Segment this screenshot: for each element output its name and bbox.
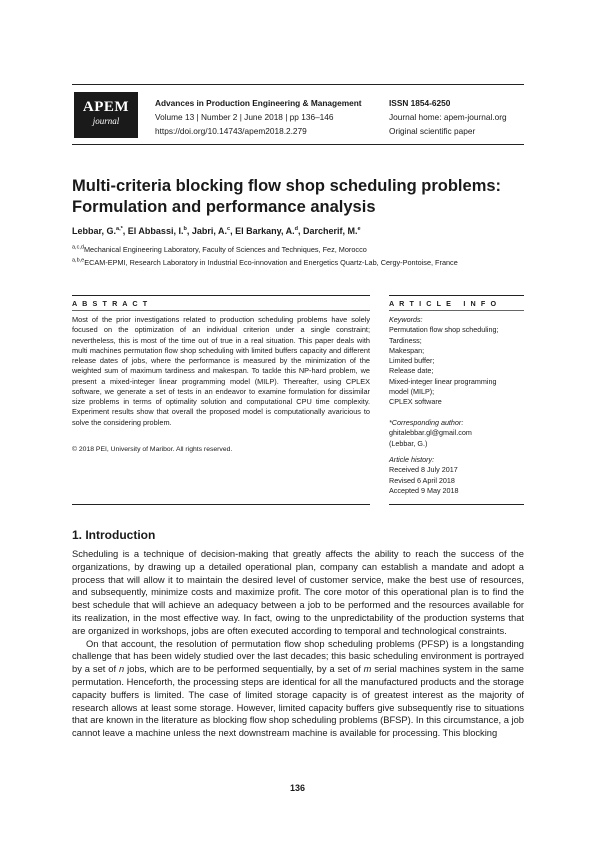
journal-meta-left xyxy=(155,96,362,138)
author: Lebbar, G.$^{a,*}$ xyxy=(72,226,123,236)
history-item: Accepted 9 May 2018 xyxy=(389,485,459,495)
article-type: Original scientific paper xyxy=(389,126,476,136)
section-heading: 1. Introduction xyxy=(72,528,156,542)
author: El Barkany, A.$^d$ xyxy=(235,226,299,236)
corresponding-email[interactable]: ghitalebbar.gl@gmail.com xyxy=(389,428,472,438)
keyword: CPLEX software xyxy=(389,397,442,406)
keyword: model (MILP); xyxy=(389,386,435,396)
author-list: Lebbar, G.$^{a,*}$, El Abbassi, I.$^b$, Jabri, A.$^c$, El Barkany, A.$^d$, Darcherif, M.$^e$ xyxy=(72,226,361,236)
keyword: Limited buffer; xyxy=(389,356,435,365)
corresponding-author xyxy=(389,418,472,449)
paragraph: On that account, the resolution of permutation flow shop scheduling problems (PFSP) is a longstanding challenge that has been widely studied over the last decades; this basic scheduling environment is portrayed by a set of n jobs, which are to be performed sequentially, by a set of m serial machines system in the same permutation. Henceforth, the processing steps are identical for all the manufactured products and the storage capacity buffers is limited. The case of limited storage capacity is of greatest interest as the majority of research allows at least some storage. However, limited capacity buffers give subsequently rise to situations that are known in the literature as blocking flow shop scheduling problems (BFSP). In this circumstance, a job cannot leave a machine unless the next downstream machine is available for processing. This blocking xyxy=(72,638,524,739)
body-text xyxy=(72,548,524,740)
keyword: Makespan; xyxy=(389,345,425,355)
title-line-2: Formulation and performance analysis xyxy=(72,198,376,216)
abstract-heading: A B S T R A C T xyxy=(72,299,149,308)
paper-title xyxy=(72,176,532,218)
keywords-label: Keywords: xyxy=(389,315,423,324)
copyright: © 2018 PEI, University of Maribor. All rights reserved. xyxy=(72,446,233,453)
history-label: Article history: xyxy=(389,455,435,464)
keyword: Permutation flow shop scheduling; xyxy=(389,325,499,335)
keywords-block xyxy=(389,315,498,407)
affiliation: $^{a,b,e}$ECAM-EPMI, Research Laboratory in Industrial Eco-innovation and Energetics Quartz-Lab, Cergy-Pontoise, France xyxy=(72,257,458,267)
journal-logo xyxy=(74,92,138,138)
journal-home-link[interactable]: Journal home: apem-journal.org xyxy=(389,112,507,122)
issn: ISSN 1854-6250 xyxy=(389,98,451,108)
affiliation: $^{a,c,d}$Mechanical Engineering Laboratory, Faculty of Sciences and Techniques, Fez, Morocco xyxy=(72,244,367,254)
abstract-text: Most of the prior investigations related to production scheduling problems have solely focused on the optimization of an individual criterion under a single constraint; nevertheless, this is most of the time out of true in a real situation. This paper deals with multi machines permutation flow shop scheduling with limited buffers capacity and different release dates of jobs, where the performance is measured by the minimization of the weighted sum of maximum tardiness and makespan. To tackle this NP-hard problem, we present a mixed-integer linear programming model (MILP). Thereafter, using CPLEX software, we generate a set of tests in an endeavor to examine formulation for dissimilar size problems in terms of optimality solution and computational CPU time complexity. Experiment results show that overall the proposed model is computationally avaricious to solve the considering problem. xyxy=(72,315,370,427)
article-history xyxy=(389,455,459,496)
author: Darcherif, M.$^e$ xyxy=(303,226,361,236)
journal-title: Advances in Production Engineering & Management xyxy=(155,98,362,108)
paragraph: Scheduling is a technique of decision-making that greatly affects the ability to reach the success of the organizations, by drawing up a detailed operational plan, company can establish a mandate and adopt a process that will allow it to maintain the desired level of customer service, make the best use of resources, and subsequently, minimize costs and maximize profit. The core motor of this operational plan is to find the best schedule that will achieve an adequacy between a job to be performed and the resources available for its realization, in the most effective way. In fact, owing to the unpredictability of the production systems that are organized in workshops, jobs are often executed according to temporal and technological constraints. xyxy=(72,549,524,636)
article-info-heading: A R T I C L E I N F O xyxy=(389,299,498,308)
title-line-1: Multi-criteria blocking flow shop scheduling problems: xyxy=(72,177,502,195)
logo-sub: journal xyxy=(92,116,120,126)
author: Jabri, A.$^c$ xyxy=(191,226,231,236)
keyword: Tardiness; xyxy=(389,335,422,345)
history-item: Revised 6 April 2018 xyxy=(389,475,455,485)
logo-main: APEM xyxy=(82,99,130,115)
volume-line: Volume 13 | Number 2 | June 2018 | pp 136–146 xyxy=(155,112,334,122)
keyword: Release date; xyxy=(389,366,434,376)
history-item: Received 8 July 2017 xyxy=(389,465,458,475)
author: El Abbassi, I.$^b$ xyxy=(127,226,187,236)
journal-meta-right xyxy=(389,96,507,138)
corresponding-label: *Corresponding author: xyxy=(389,418,464,427)
doi-link[interactable]: https://doi.org/10.14743/apem2018.2.279 xyxy=(155,126,307,136)
corresponding-name: (Lebbar, G.) xyxy=(389,438,428,448)
keyword: Mixed-integer linear programming xyxy=(389,376,497,386)
page-number: 136 xyxy=(289,783,306,793)
